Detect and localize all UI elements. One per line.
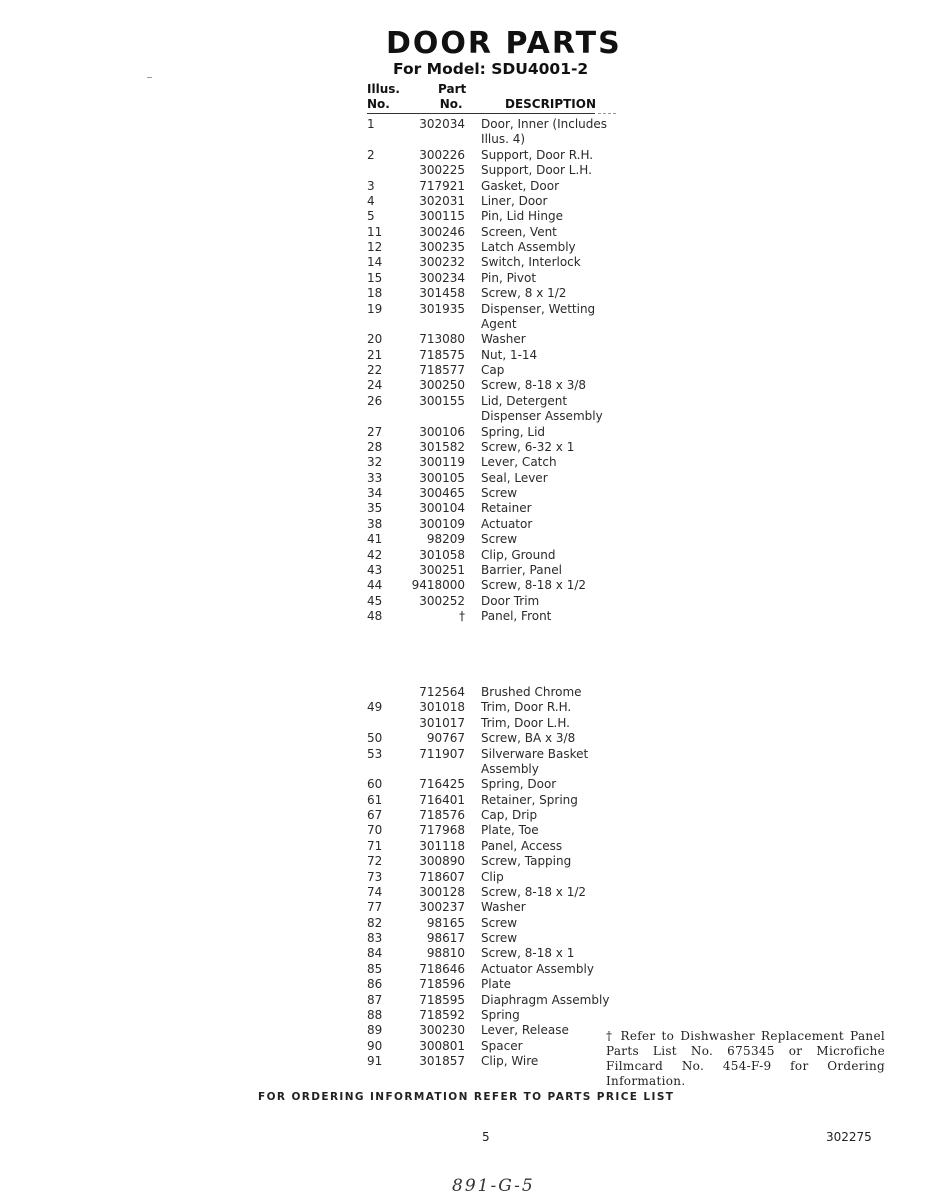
part-no: 301857 <box>419 1054 466 1068</box>
part-no: 300237 <box>419 900 466 915</box>
illus-no: 24 <box>367 378 383 393</box>
table-row <box>363 1023 613 1038</box>
table-row <box>363 548 613 563</box>
description: Lever, Release <box>481 1023 569 1038</box>
table-row <box>363 378 613 393</box>
description: Screw, 8 x 1/2 <box>481 286 567 301</box>
document-number: 302275 <box>826 1130 872 1144</box>
illus-no: 42 <box>367 547 383 562</box>
table-row <box>363 517 613 532</box>
description: Plate, Toe <box>481 823 539 838</box>
illus-no: 19 <box>367 301 383 316</box>
part-no: 717921 <box>419 178 466 193</box>
description: Screw <box>481 486 518 500</box>
description: Washer <box>481 900 526 915</box>
description: Clip, Wire <box>481 1054 539 1068</box>
illus-no: 11 <box>367 224 383 239</box>
description: Spring, Lid <box>481 424 546 439</box>
table-row <box>363 563 613 578</box>
description: Screen, Vent <box>481 224 557 239</box>
description: Cap, Drip <box>481 808 538 822</box>
part-no: 300155 <box>419 393 466 408</box>
table-row <box>363 594 613 609</box>
description: Diaphragm Assembly <box>481 992 610 1007</box>
illus-no: 83 <box>367 931 383 945</box>
part-no: 98209 <box>426 532 466 547</box>
illus-no: 34 <box>367 486 383 500</box>
column-header-description: DESCRIPTION <box>505 97 597 111</box>
part-no: 300890 <box>419 854 466 869</box>
table-row <box>363 962 613 977</box>
page-title: DOOR PARTS <box>386 26 622 61</box>
description: Screw, 8-18 x 3/8 <box>481 378 587 393</box>
illus-no: 90 <box>367 1038 383 1053</box>
part-no: 301458 <box>419 286 466 301</box>
table-row <box>363 993 613 1008</box>
illus-no: 5 <box>367 209 375 224</box>
part-no: 301058 <box>419 547 466 562</box>
illus-no: 33 <box>367 470 383 485</box>
illus-no: 49 <box>367 700 383 715</box>
description: Trim, Door R.H. <box>481 700 572 715</box>
part-no: 300465 <box>419 486 466 500</box>
scan-mark <box>147 77 152 78</box>
table-row <box>363 685 613 700</box>
table-row <box>363 332 613 347</box>
part-no: 300226 <box>419 147 466 162</box>
illus-no: 91 <box>367 1054 383 1068</box>
illus-no: 44 <box>367 578 383 593</box>
illus-no: 35 <box>367 501 383 516</box>
illus-no: 20 <box>367 332 383 347</box>
part-no: 300232 <box>419 255 466 270</box>
parts-table-block-1 <box>363 117 613 624</box>
part-no: 300115 <box>419 209 466 224</box>
table-row <box>363 302 613 333</box>
table-row <box>363 163 613 178</box>
illus-no: 12 <box>367 240 383 254</box>
part-no: 718575 <box>419 347 466 362</box>
description: Seal, Lever <box>481 470 548 485</box>
page-number: 5 <box>482 1130 490 1144</box>
illus-no: 41 <box>367 532 383 547</box>
part-no: 300234 <box>419 270 466 285</box>
illus-no: 82 <box>367 915 383 930</box>
illus-no: 50 <box>367 731 383 746</box>
description: Pin, Lid Hinge <box>481 209 563 224</box>
description: Brushed Chrome <box>481 685 582 699</box>
part-no: 711907 <box>419 746 466 761</box>
part-no: 301935 <box>419 301 466 316</box>
illus-no: 26 <box>367 393 383 408</box>
model-subtitle: For Model: SDU4001-2 <box>393 60 589 78</box>
illus-no: 89 <box>367 1023 383 1038</box>
part-no: 718607 <box>419 869 466 884</box>
illus-no: 87 <box>367 992 383 1007</box>
part-no: 301118 <box>419 838 466 853</box>
table-row <box>363 900 613 915</box>
table-row <box>363 455 613 470</box>
table-row <box>363 870 613 885</box>
part-no: 300230 <box>419 1023 466 1038</box>
table-row <box>363 731 613 746</box>
description: Plate <box>481 977 512 992</box>
description: Screw, 6-32 x 1 <box>481 439 575 454</box>
description: Door, Inner (Includes Illus. 4) <box>481 117 608 147</box>
table-row <box>363 1054 613 1069</box>
illus-no: 74 <box>367 884 383 899</box>
part-no: 301018 <box>419 700 466 715</box>
part-no: 300109 <box>419 516 466 531</box>
description: Switch, Interlock <box>481 255 581 270</box>
table-row <box>363 854 613 869</box>
part-no: 300801 <box>419 1038 466 1053</box>
part-no: 300250 <box>419 378 466 393</box>
table-row <box>363 117 613 148</box>
description: Spacer <box>481 1038 523 1053</box>
table-row <box>363 194 613 209</box>
illus-no: 32 <box>367 455 383 470</box>
description: Dispenser, Wetting Agent <box>481 301 596 331</box>
table-row <box>363 793 613 808</box>
table-row <box>363 425 613 440</box>
illus-no <box>363 716 408 731</box>
table-row <box>363 839 613 854</box>
illus-no: 21 <box>367 347 383 362</box>
header-rule-dashes <box>598 113 616 114</box>
illus-no: 45 <box>367 593 383 608</box>
column-header-illus-no <box>367 82 400 112</box>
table-row <box>363 394 613 425</box>
illus-no: 61 <box>367 792 383 807</box>
table-row <box>363 486 613 501</box>
illus-no: 27 <box>367 424 383 439</box>
table-row <box>363 286 613 301</box>
description: Clip <box>481 869 504 884</box>
table-row <box>363 348 613 363</box>
description: Support, Door R.H. <box>481 147 594 162</box>
part-no: 716401 <box>419 792 466 807</box>
illus-no: 43 <box>367 562 383 577</box>
parts-table-block-2 <box>363 685 613 1069</box>
table-row <box>363 609 613 624</box>
part-no: 718596 <box>419 977 466 992</box>
panel-footnote: † Refer to Dishwasher Replacement Panel Parts List No. 675345 or Microfiche Filmcard No. 454-F-9 for Ordering Information. <box>606 1029 885 1088</box>
description: Spring <box>481 1007 520 1022</box>
illus-no: 71 <box>367 838 383 853</box>
header-rule <box>367 113 595 114</box>
table-row <box>363 532 613 547</box>
part-no: 300252 <box>419 593 466 608</box>
description: Screw, 8-18 x 1/2 <box>481 578 587 593</box>
part-no: 718646 <box>419 961 466 976</box>
illus-no: 2 <box>367 147 375 162</box>
illus-no: 1 <box>367 117 375 131</box>
table-row <box>363 179 613 194</box>
description: Silverware Basket Assembly <box>481 746 589 776</box>
part-no: 718577 <box>419 363 466 377</box>
description: Screw, 8-18 x 1 <box>481 946 575 961</box>
description: Screw, Tapping <box>481 854 572 869</box>
part-no: 300225 <box>419 163 466 178</box>
description: Screw <box>481 931 518 945</box>
header-illus-line1: Illus. <box>367 82 400 96</box>
description: Door Trim <box>481 593 540 608</box>
table-row <box>363 931 613 946</box>
illus-no: 38 <box>367 516 383 531</box>
part-no: 300246 <box>419 224 466 239</box>
table-row <box>363 946 613 961</box>
description: Panel, Access <box>481 838 563 853</box>
description: Trim, Door L.H. <box>481 715 570 730</box>
table-row <box>363 823 613 838</box>
header-illus-line2: No. <box>367 97 390 111</box>
illus-no: 77 <box>367 900 383 915</box>
part-no: 302034 <box>419 117 466 131</box>
part-no: 300251 <box>419 562 466 577</box>
illus-no: 15 <box>367 270 383 285</box>
description: Retainer, Spring <box>481 792 578 807</box>
table-row <box>363 885 613 900</box>
illus-no: 48 <box>367 609 383 623</box>
part-no: 9418000 <box>411 578 466 593</box>
table-row <box>363 501 613 516</box>
illus-no: 84 <box>367 946 383 961</box>
table-row <box>363 440 613 455</box>
illus-no <box>363 163 408 178</box>
illus-no: 72 <box>367 854 383 869</box>
description: Lever, Catch <box>481 455 557 470</box>
description: Screw, BA x 3/8 <box>481 731 576 746</box>
description: Panel, Front <box>481 609 552 623</box>
description: Liner, Door <box>481 193 548 208</box>
part-no: 712564 <box>419 685 466 699</box>
table-row <box>363 1008 613 1023</box>
illus-no: 4 <box>367 193 375 208</box>
description: Clip, Ground <box>481 547 556 562</box>
table-row <box>363 1039 613 1054</box>
part-no: 718576 <box>419 808 466 822</box>
table-row <box>363 363 613 378</box>
description: Washer <box>481 332 526 347</box>
description: Actuator Assembly <box>481 961 594 976</box>
part-no: 302031 <box>419 193 466 208</box>
part-no: 300119 <box>419 455 466 470</box>
part-no: † <box>459 609 466 623</box>
part-no: 300106 <box>419 424 466 439</box>
illus-no: 3 <box>367 178 375 193</box>
table-row <box>363 808 613 823</box>
illus-no: 86 <box>367 977 383 992</box>
description: Barrier, Panel <box>481 562 562 577</box>
description: Cap <box>481 363 505 377</box>
table-row <box>363 209 613 224</box>
header-part-line1: Part <box>438 82 467 96</box>
description: Nut, 1-14 <box>481 347 538 362</box>
part-no: 718595 <box>419 992 466 1007</box>
illus-no: 22 <box>367 363 383 377</box>
description: Lid, Detergent Dispenser Assembly <box>481 393 603 424</box>
table-row <box>363 916 613 931</box>
table-row <box>363 747 613 778</box>
illus-no <box>363 685 408 700</box>
table-row <box>363 148 613 163</box>
illus-no: 85 <box>367 961 383 976</box>
part-no: 716425 <box>419 777 466 792</box>
part-no: 98810 <box>426 946 466 961</box>
table-row <box>363 255 613 270</box>
illus-no: 53 <box>367 746 383 761</box>
description: Latch Assembly <box>481 240 576 254</box>
table-row <box>363 578 613 593</box>
part-no: 718592 <box>419 1007 466 1022</box>
handwritten-note: 891-G-5 <box>452 1176 535 1196</box>
part-no: 300105 <box>419 470 466 485</box>
table-row <box>363 700 613 715</box>
table-row <box>363 777 613 792</box>
part-no: 300235 <box>419 240 466 254</box>
description: Spring, Door <box>481 777 557 792</box>
ordering-footer: FOR ORDERING INFORMATION REFER TO PARTS PRICE LIST <box>258 1091 675 1103</box>
description: Gasket, Door <box>481 178 560 193</box>
part-no: 98165 <box>426 915 466 930</box>
illus-no: 70 <box>367 823 383 838</box>
column-header-part-no <box>420 82 466 112</box>
table-row <box>363 271 613 286</box>
part-no: 300104 <box>419 501 466 516</box>
description: Screw, 8-18 x 1/2 <box>481 884 587 899</box>
description: Retainer <box>481 501 532 516</box>
illus-no: 28 <box>367 439 383 454</box>
description: Screw <box>481 532 518 547</box>
description: Screw <box>481 915 518 930</box>
illus-no: 88 <box>367 1007 383 1022</box>
illus-no: 67 <box>367 808 383 822</box>
table-row <box>363 977 613 992</box>
part-no: 301017 <box>419 715 466 730</box>
part-no: 300128 <box>419 884 466 899</box>
table-row <box>363 471 613 486</box>
illus-no: 18 <box>367 286 383 301</box>
description: Support, Door L.H. <box>481 163 592 178</box>
table-row <box>363 716 613 731</box>
illus-no: 60 <box>367 777 383 792</box>
part-no: 90767 <box>426 731 466 746</box>
header-part-line2: No. <box>439 97 463 111</box>
part-no: 713080 <box>419 332 466 347</box>
description: Actuator <box>481 516 533 531</box>
illus-no: 73 <box>367 869 383 884</box>
part-no: 98617 <box>426 931 466 945</box>
part-no: 717968 <box>419 823 466 838</box>
description: Pin, Pivot <box>481 270 537 285</box>
part-no: 301582 <box>419 439 466 454</box>
illus-no: 14 <box>367 255 383 270</box>
table-row <box>363 240 613 255</box>
table-row <box>363 225 613 240</box>
